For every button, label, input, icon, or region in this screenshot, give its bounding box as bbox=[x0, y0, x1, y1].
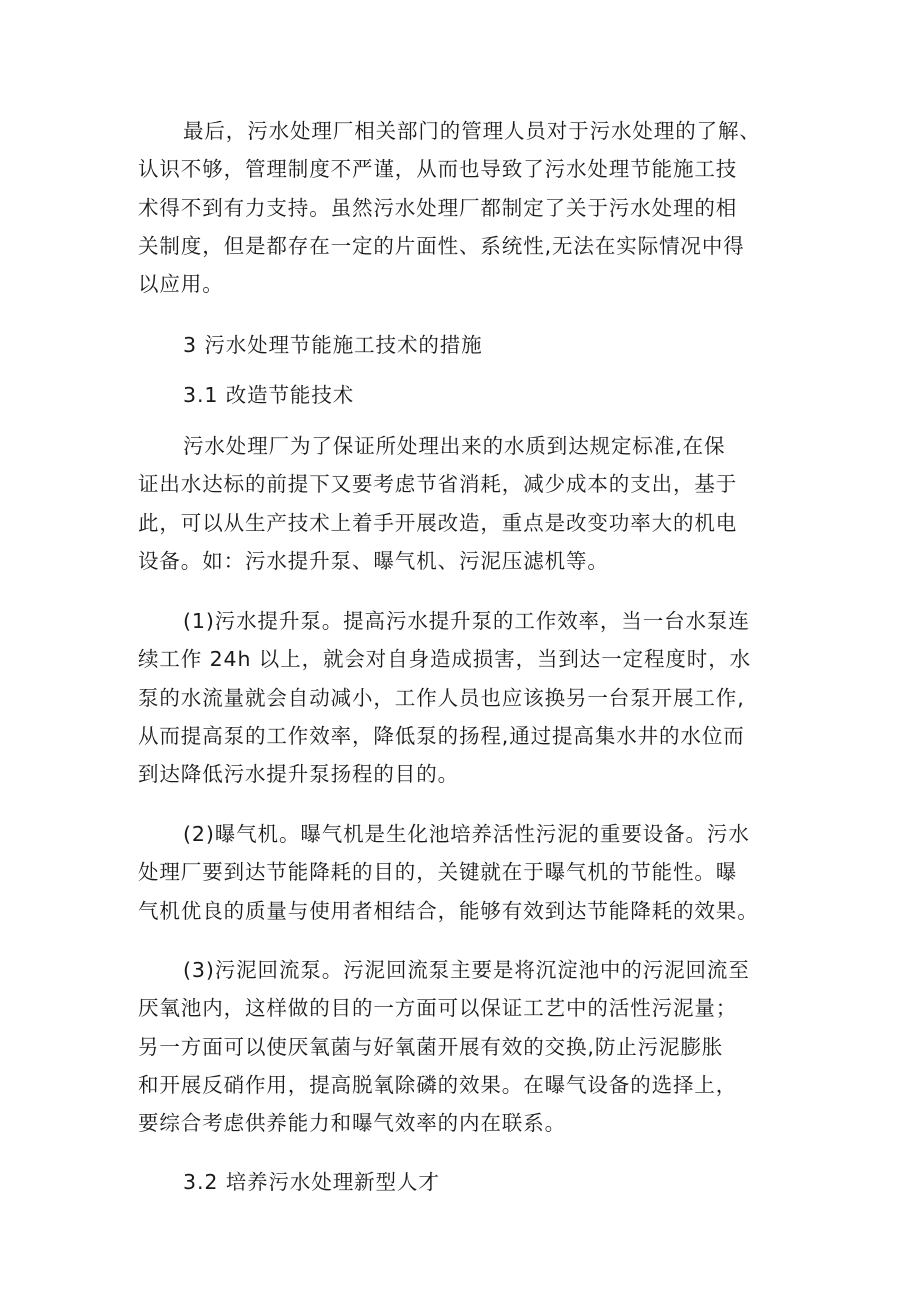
paragraph-line: (1)污水提升泵。提高污水提升泵的工作效率，当一台水泵连 bbox=[183, 609, 750, 633]
paragraph-line: 最后，污水处理厂相关部门的管理人员对于污水处理的了解、 bbox=[183, 119, 761, 143]
paragraph-line: 处理厂要到达节能降耗的目的，关键就在于曝气机的节能性。曝 bbox=[138, 860, 738, 885]
paragraph-line: 术得不到有力支持。虽然污水处理厂都制定了关于污水处理的相 bbox=[138, 195, 738, 220]
paragraph-line: (3)污泥回流泵。污泥回流泵主要是将沉淀池中的污泥回流至 bbox=[183, 958, 750, 982]
paragraph-line: 关制度，但是都存在一定的片面性、系统性,无法在实际情况中得 bbox=[138, 233, 745, 258]
paragraph-line: (2)曝气机。曝气机是生化池培养活性污泥的重要设备。污水 bbox=[183, 822, 750, 846]
paragraph-line: 证出水达标的前提下又要考虑节省消耗，减少成本的支出，基于 bbox=[138, 472, 738, 497]
paragraph-line: 到达降低污水提升泵扬程的目的。 bbox=[138, 762, 459, 787]
paragraph-line: 此，可以从生产技术上着手开展改造，重点是改变功率大的机电 bbox=[138, 510, 738, 535]
paragraph-line: 设备。如：污水提升泵、曝气机、污泥压滤机等。 bbox=[138, 548, 609, 573]
paragraph-sludge-return-pump bbox=[138, 951, 788, 1142]
paragraph-line: 另一方面可以使厌氧菌与好氧菌开展有效的交换,防止污泥膨胀 bbox=[138, 1034, 724, 1059]
paragraph-management-issues bbox=[138, 112, 788, 303]
paragraph-line: 和开展反硝作用，提高脱氧除磷的效果。在曝气设备的选择上， bbox=[138, 1072, 738, 1097]
paragraph-lift-pump bbox=[138, 602, 788, 793]
paragraph-line: 厌氧池内，这样做的目的一方面可以保证工艺中的活性污泥量； bbox=[138, 996, 738, 1021]
paragraph-line: 要综合考虑供养能力和曝气效率的内在联系。 bbox=[138, 1111, 566, 1136]
paragraph-line: 认识不够，管理制度不严谨，从而也导致了污水处理节能施工技 bbox=[138, 157, 738, 182]
paragraph-aerator bbox=[138, 815, 788, 930]
paragraph-line: 气机优良的质量与使用者相结合，能够有效到达节能降耗的效果。 bbox=[138, 898, 759, 923]
paragraph-line: 污水处理厂为了保证所处理出来的水质到达规定标准,在保 bbox=[183, 434, 726, 458]
paragraph-line: 续工作 24h 以上，就会对自身造成损害，当到达一定程度时，水 bbox=[138, 647, 752, 672]
section-heading-3-1: 3.1 改造节能技术 bbox=[183, 383, 355, 407]
section-heading-3-2: 3.2 培养污水处理新型人才 bbox=[183, 1170, 440, 1194]
paragraph-line: 以应用。 bbox=[138, 272, 224, 297]
section-heading-3: 3 污水处理节能施工技术的措施 bbox=[183, 333, 483, 357]
paragraph-line: 泵的水流量就会自动减小，工作人员也应该换另一台泵开展工作, bbox=[138, 685, 745, 710]
paragraph-retrofit-intro bbox=[138, 427, 788, 580]
paragraph-line: 从而提高泵的工作效率，降低泵的扬程,通过提高集水井的水位而 bbox=[138, 723, 745, 748]
